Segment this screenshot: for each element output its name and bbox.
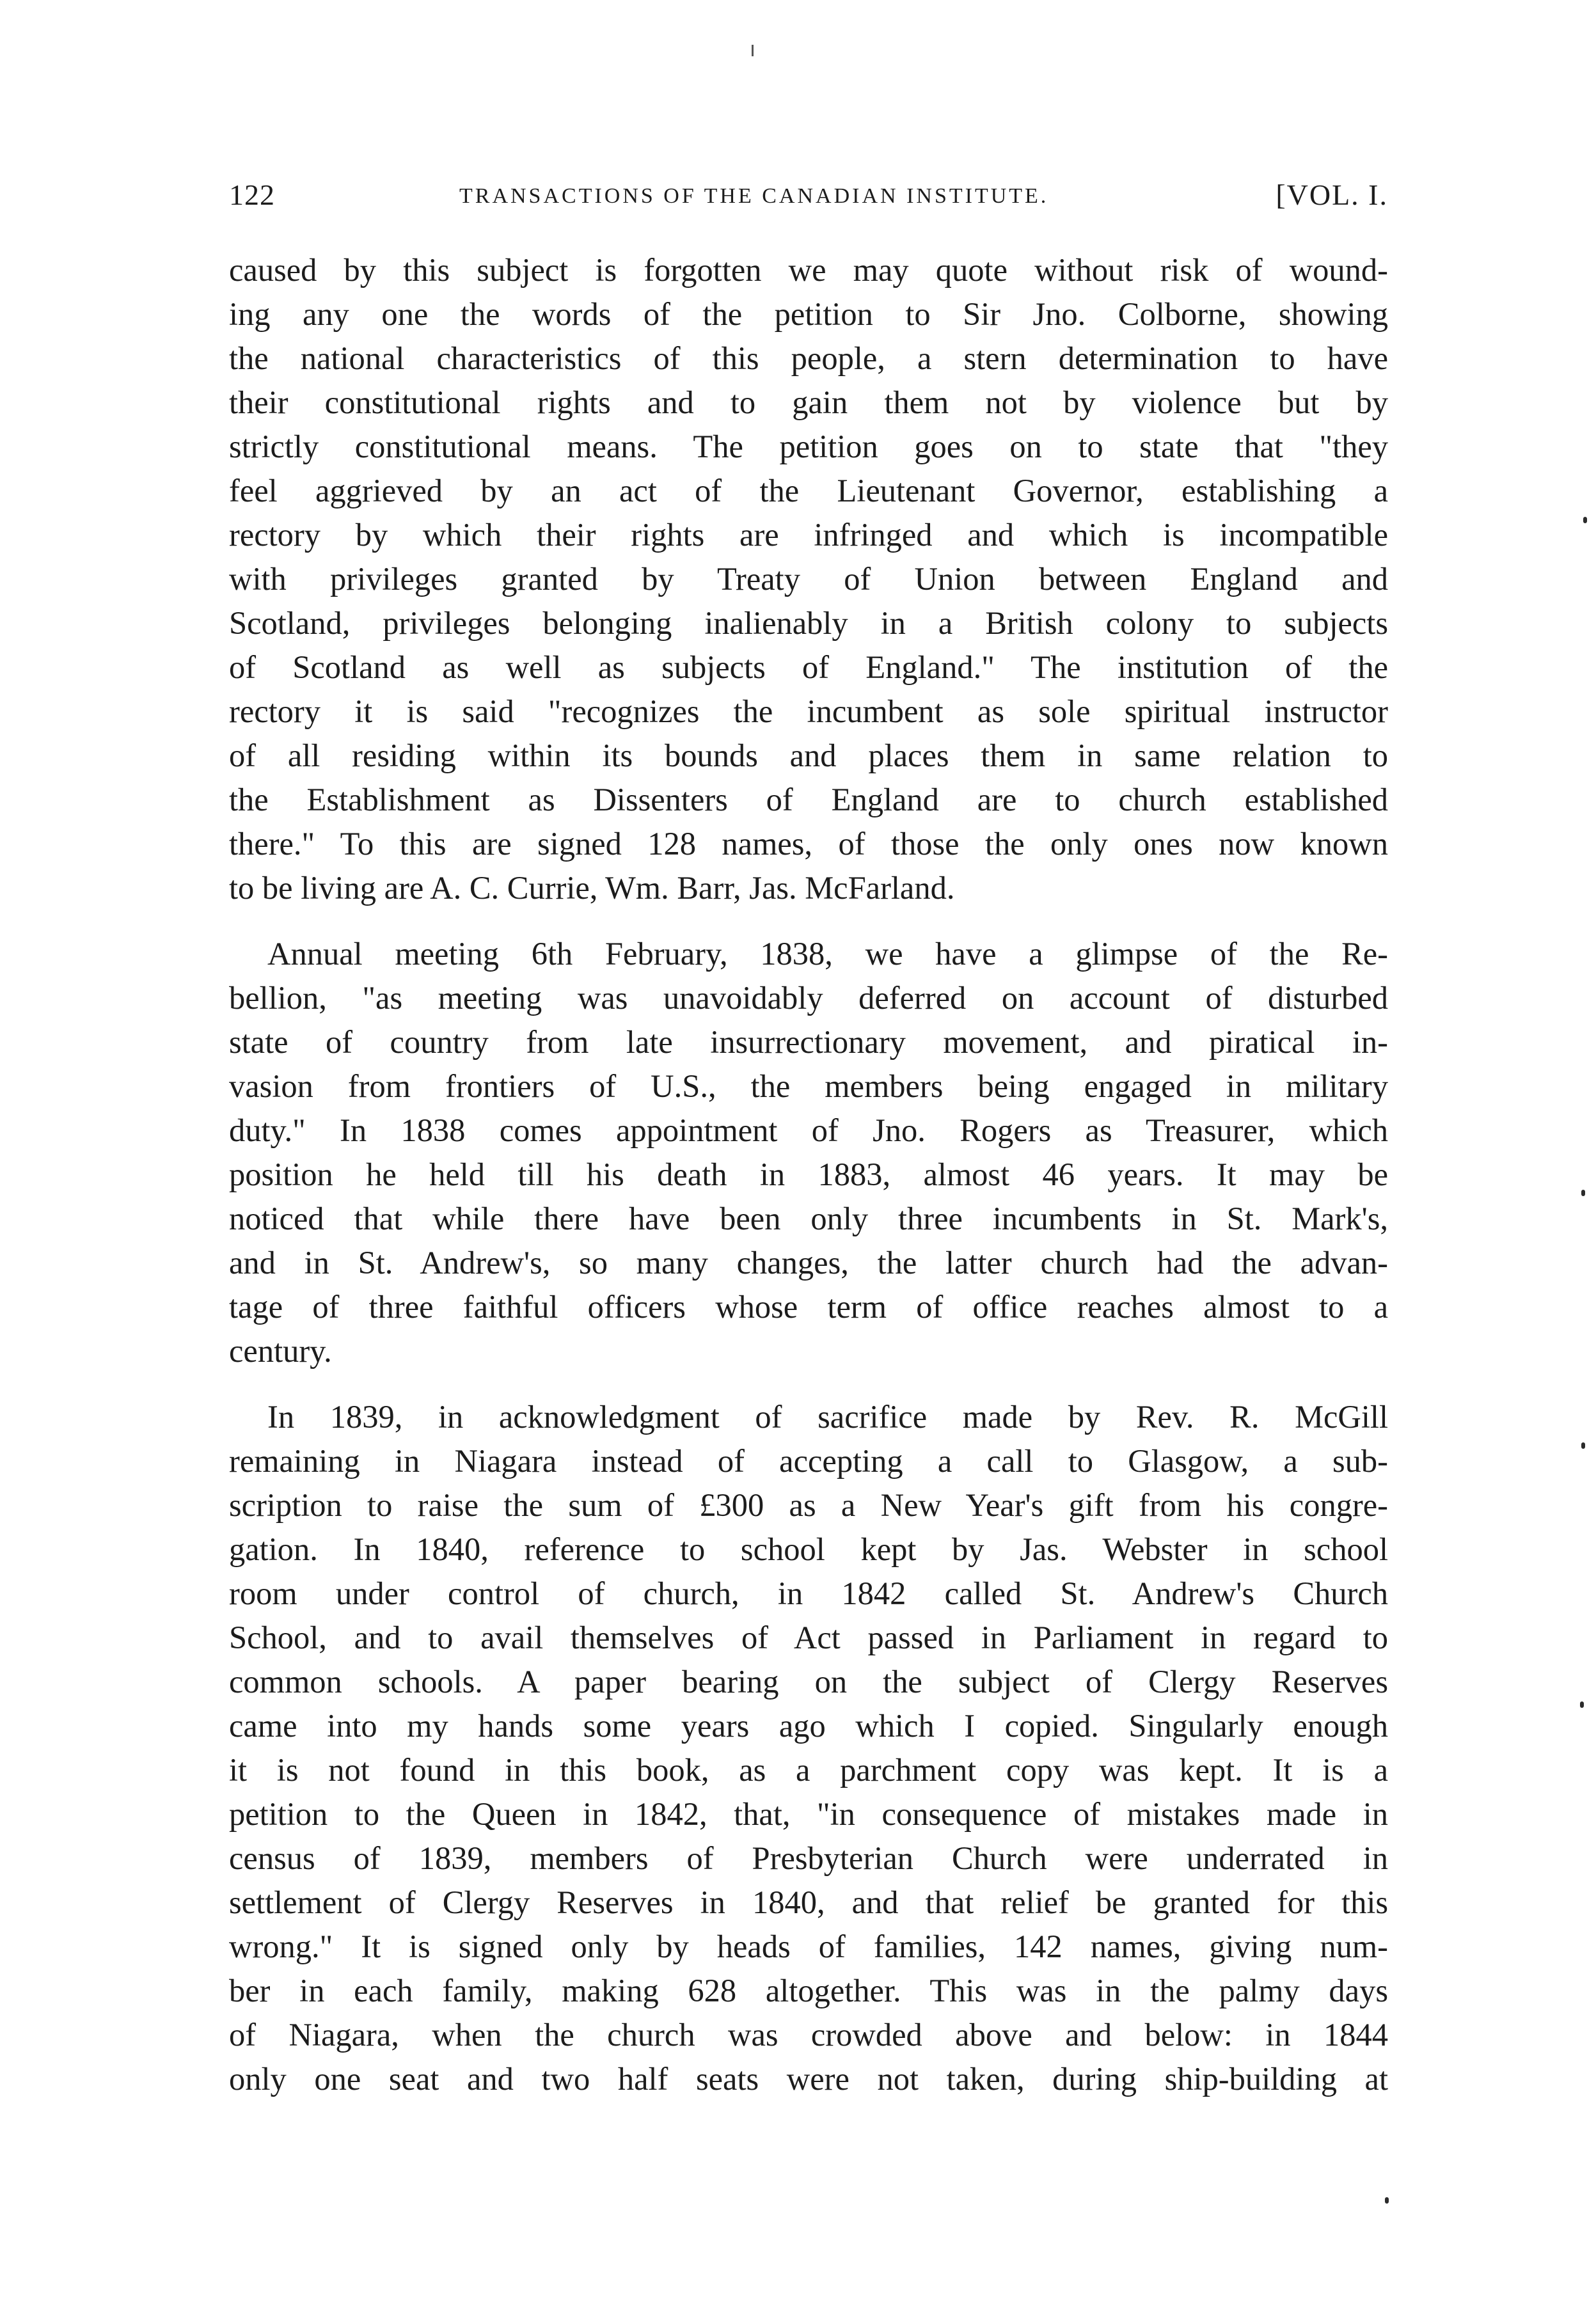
text-line: the national characteristics of this people, a stern determination to have [229,340,1388,376]
text-line: vasion from frontiers of U.S., the members being engaged in military [229,1068,1388,1104]
text-line: to be living are A. C. Currie, Wm. Barr, Jas. McFarland. [229,870,955,906]
text-line: of Scotland as well as subjects of England." The institution of the [229,649,1388,685]
scan-speck [1385,2197,1389,2204]
text-line: duty." In 1838 comes appointment of Jno. Rogers as Treasurer, which [229,1112,1388,1148]
text-line: gation. In 1840, reference to school kept by Jas. Webster in school [229,1531,1388,1567]
text-line: caused by this subject is forgotten we may quote without risk of wound- [229,252,1388,288]
text-line: petition to the Queen in 1842, that, "in consequence of mistakes made in [229,1796,1388,1832]
text-line: scription to raise the sum of £300 as a New Year's gift from his congre- [229,1487,1388,1523]
text-line: feel aggrieved by an act of the Lieutenant Governor, establishing a [229,473,1388,509]
text-line: century. [229,1333,332,1369]
text-line: rectory by which their rights are infringed and which is incompatible [229,517,1388,553]
paragraph-1 [229,248,1388,910]
text-line: ing any one the words of the petition to Sir Jno. Colborne, showing [229,296,1388,332]
volume-label: [VOL. I. [1276,178,1388,211]
running-head: TRANSACTIONS OF THE CANADIAN INSTITUTE. [459,184,1049,208]
text-line: common schools. A paper bearing on the subject of Clergy Reserves [229,1664,1388,1700]
text-line: rectory it is said "recognizes the incumbent as sole spiritual instructor [229,693,1388,729]
text-line: and in St. Andrew's, so many changes, the latter church had the advan- [229,1245,1388,1281]
text-line: room under control of church, in 1842 called St. Andrew's Church [229,1575,1388,1611]
paragraph-3 [229,1395,1388,2101]
scan-speck [1580,1701,1584,1708]
text-line: with privileges granted by Treaty of Union between England and [229,561,1388,597]
text-line: ber in each family, making 628 altogether. This was in the palmy days [229,1973,1388,2008]
text-line: tage of three faithful officers whose term of office reaches almost to a [229,1289,1388,1325]
text-line: Annual meeting 6th February, 1838, we have a glimpse of the Re- [267,936,1388,972]
page-number: 122 [229,178,275,211]
text-line: came into my hands some years ago which I copied. Singularly enough [229,1708,1388,1744]
body-text [229,248,1388,2101]
scan-speck [1583,517,1587,523]
text-line: census of 1839, members of Presbyterian Church were underrated in [229,1840,1388,1876]
text-line: their constitutional rights and to gain them not by violence but by [229,384,1388,420]
text-line: position he held till his death in 1883, almost 46 years. It may be [229,1156,1388,1192]
text-line: School, and to avail themselves of Act passed in Parliament in regard to [229,1620,1388,1655]
scan-speck [1581,1190,1585,1196]
scan-speck [752,45,754,56]
scan-speck [1581,1442,1585,1449]
text-line: the Establishment as Dissenters of England are to church established [229,782,1388,817]
text-line: Scotland, privileges belonging inalienably in a British colony to subjects [229,605,1388,641]
text-line: of Niagara, when the church was crowded above and below: in 1844 [229,2017,1388,2053]
text-line: state of country from late insurrectionary movement, and piratical in- [229,1024,1388,1060]
paragraph-gap [229,910,1388,932]
text-line: remaining in Niagara instead of accepting a call to Glasgow, a sub- [229,1443,1388,1479]
page-header [229,178,1388,216]
text-line: noticed that while there have been only three incumbents in St. Mark's, [229,1201,1388,1236]
text-line: wrong." It is signed only by heads of families, 142 names, giving num- [229,1929,1388,1964]
text-line: there." To this are signed 128 names, of those the only ones now known [229,826,1388,862]
paragraph-gap [229,1373,1388,1395]
text-line: bellion, "as meeting was unavoidably deferred on account of disturbed [229,980,1388,1016]
text-line: strictly constitutional means. The petition goes on to state that "they [229,429,1388,464]
text-line: settlement of Clergy Reserves in 1840, and that relief be granted for this [229,1884,1388,1920]
text-line: In 1839, in acknowledgment of sacrifice made by Rev. R. McGill [267,1399,1388,1435]
text-line: it is not found in this book, as a parchment copy was kept. It is a [229,1752,1388,1788]
text-line: of all residing within its bounds and places them in same relation to [229,738,1388,773]
paragraph-2 [229,932,1388,1373]
text-line: only one seat and two half seats were not taken, during ship-building at [229,2061,1388,2097]
